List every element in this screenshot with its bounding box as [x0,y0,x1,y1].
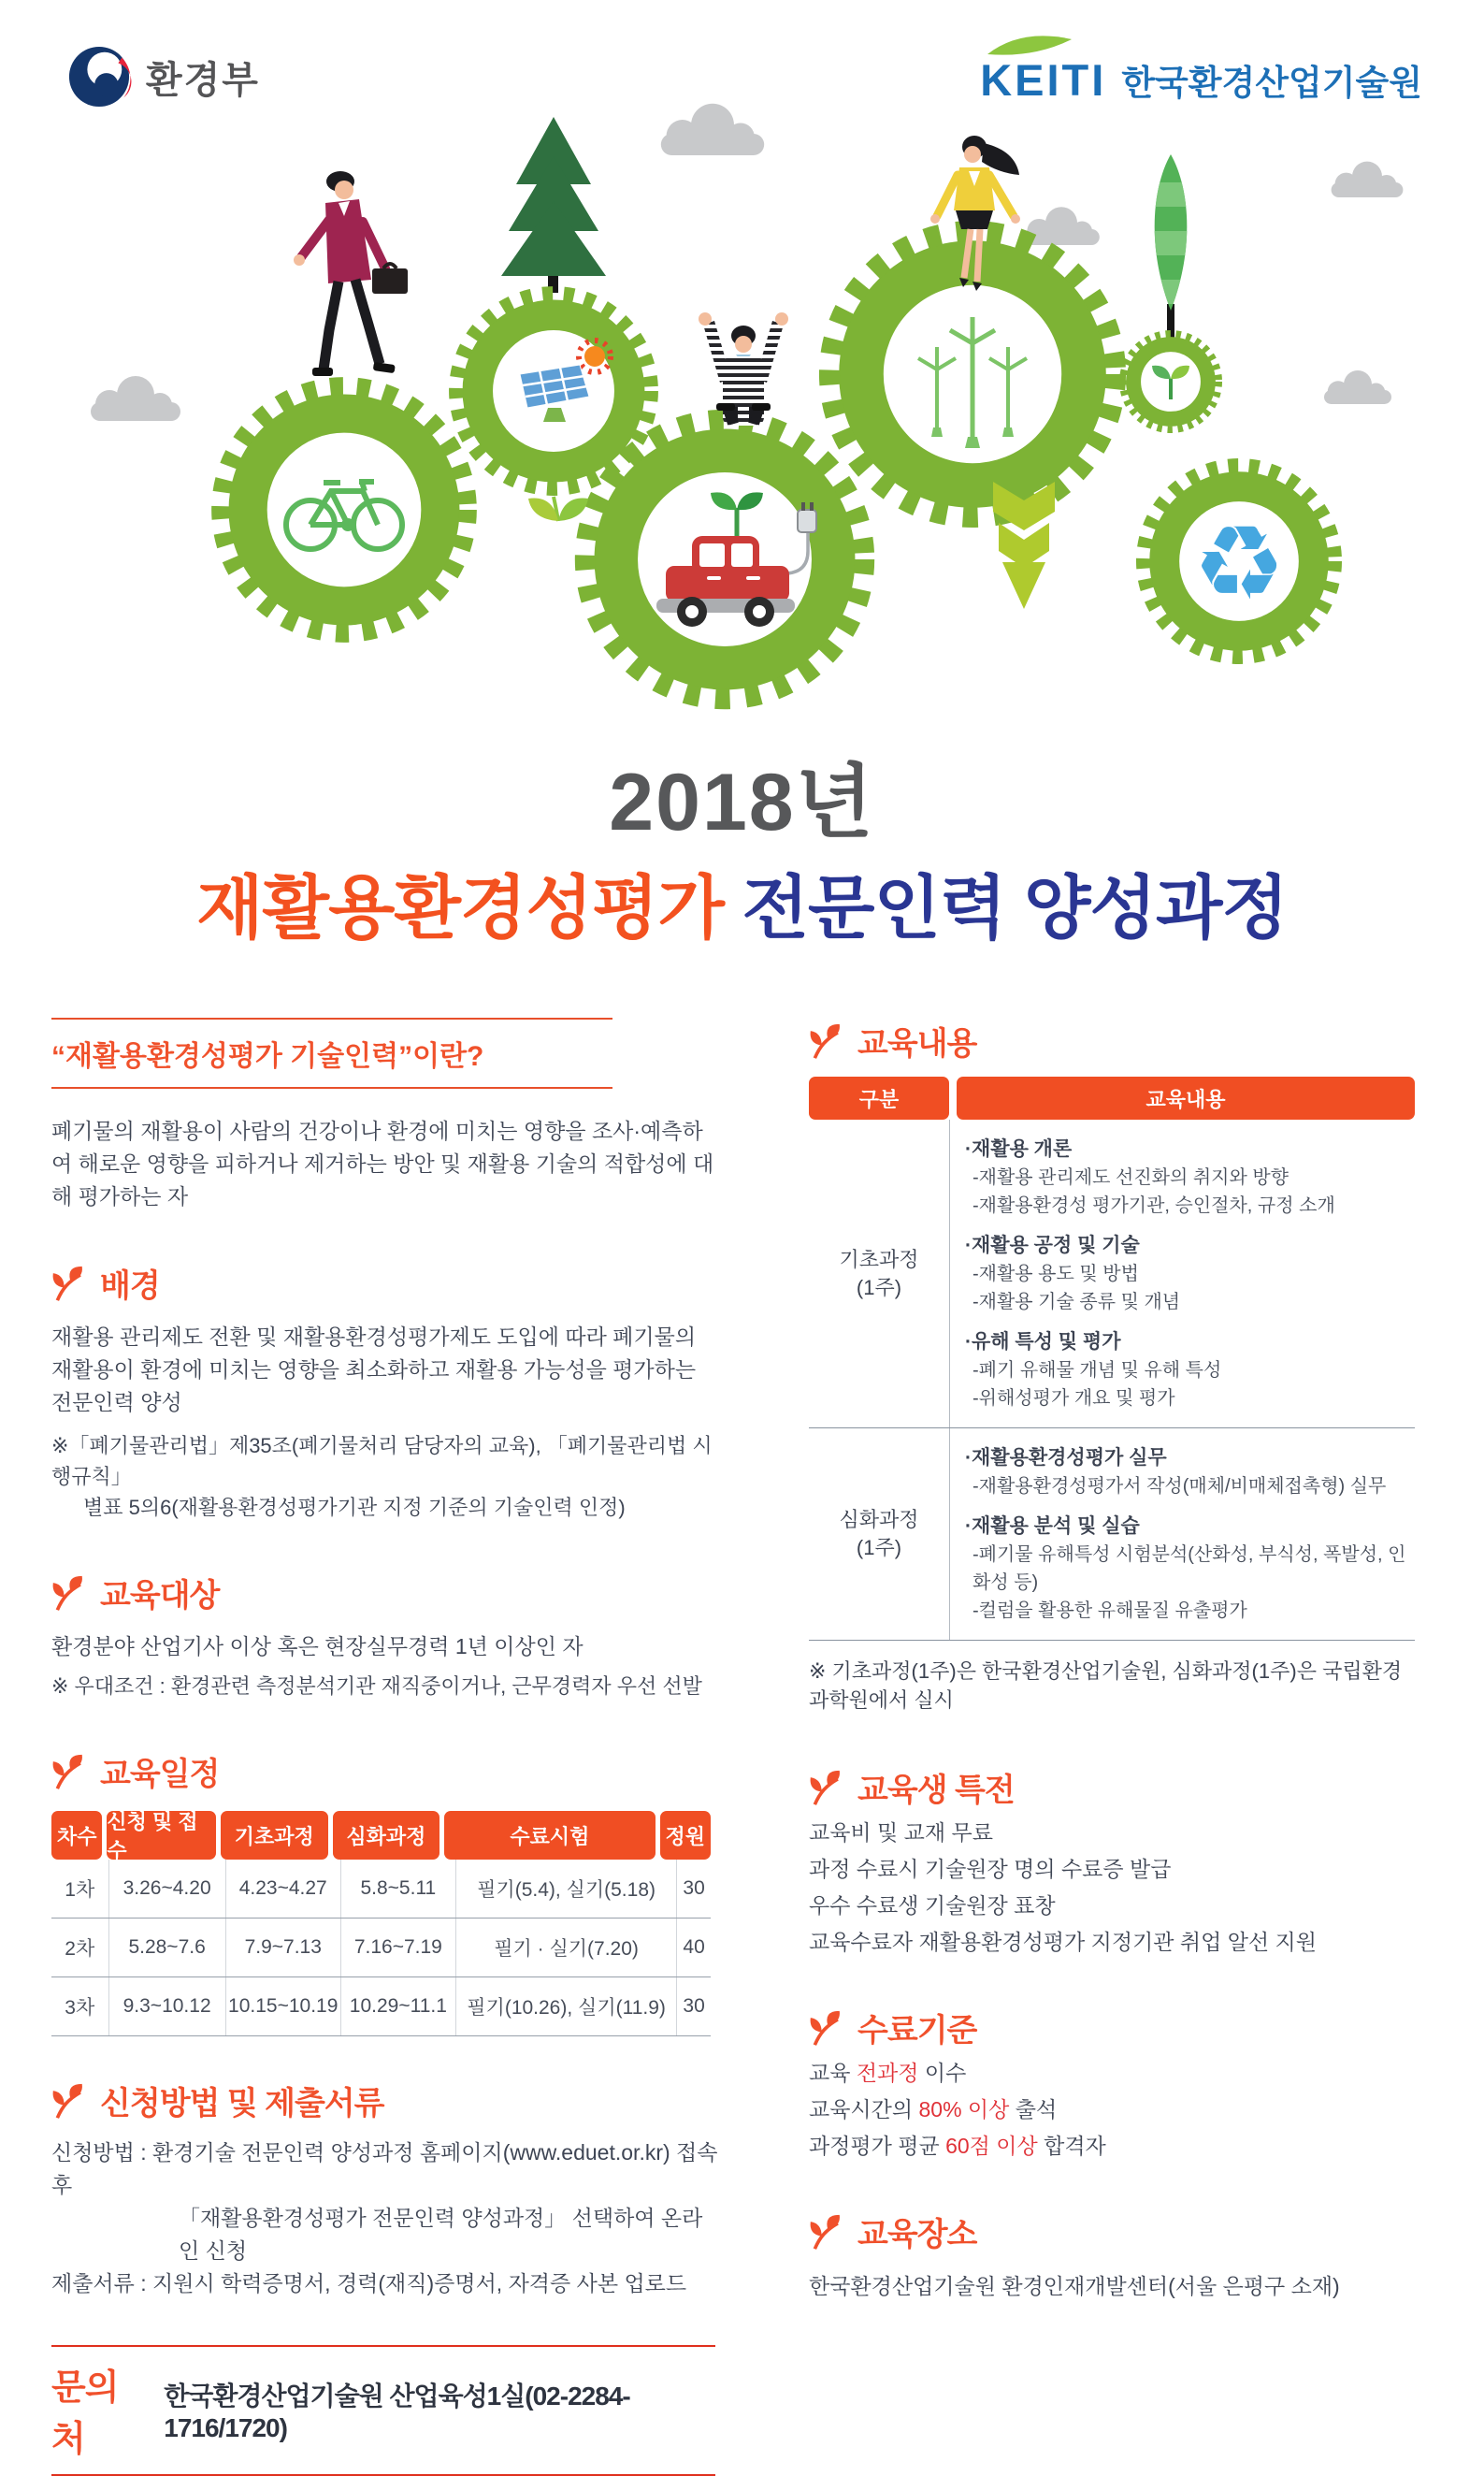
benefit-item: 교육수료자 재활용환경성평가 지정기관 취업 알선 지원 [809,1930,1317,1954]
completion-line: 교육시간의 80% 이상 출석 [809,2097,1058,2121]
curriculum-topic: ·재활용 개론 [965,1138,1073,1160]
schedule-header-cell: 정원 [660,1811,711,1860]
leaf-sprig-icon [809,1022,846,1060]
section-venue-title: 교육장소 [857,2217,977,2252]
schedule-cell: 4.23~4.27 [226,1860,341,1918]
schedule-header-cell: 기초과정 [221,1811,328,1860]
schedule-cell: 10.15~10.19 [226,1977,341,2035]
leaf-sprig-icon [809,2213,846,2251]
benefit-item: 과정 수료시 기술원장 명의 수료증 발급 [809,1857,1172,1881]
benefit-item: 교육비 및 교재 무료 [809,1820,993,1845]
schedule-row [51,1860,711,1919]
curriculum-subtopic: -위해성평가 개요 및 평가 [973,1388,1175,1409]
curriculum-topic: ·유해 특성 및 평가 [965,1331,1121,1353]
moe-name: 환경부 [146,59,260,101]
schedule-cell: 5.28~7.6 [109,1919,226,1976]
cloud-icon [1324,370,1391,404]
recycle-icon: ♻ [1192,506,1286,621]
cloud-icon [661,104,764,155]
schedule-cell: 9.3~10.12 [109,1977,226,2035]
apply-line3: 제출서류 : 지원시 학력증명서, 경력(재직)증명서, 자격증 사본 업로드 [51,2271,687,2295]
background-note-line1: ※「폐기물관리법」제35조(폐기물처리 담당자의 교육), 「폐기물관리법 시행규칙」 [51,1434,713,1488]
curriculum-subtopic: -컬럼을 활용한 유해물질 유출평가 [973,1600,1247,1621]
section-schedule [51,1748,720,2036]
keiti-leaf-icon [986,34,1075,58]
cloud-icon [1023,207,1100,245]
section-background [51,1260,720,1523]
intro-bottom-rule [51,1087,612,1089]
curriculum-topic: ·재활용 분석 및 실습 [965,1515,1140,1537]
schedule-row [51,1977,711,2036]
apply-line1: 신청방법 : 환경기술 전문인력 양성과정 홈페이지(www.eduet.or.kr) 접속 후 [51,2140,718,2197]
schedule-cell: 30 [683,1995,705,2017]
keiti-abbr: KEITI [980,58,1106,102]
curriculum-course-content [949,1428,1415,1640]
schedule-cell: 필기 · 실기(7.20) [456,1919,677,1976]
left-column [51,1018,720,2476]
curriculum-row-advanced [809,1427,1415,1641]
curriculum-topic: ·재활용환경성평가 실무 [965,1447,1167,1469]
schedule-cell: 7.9~7.13 [226,1919,341,1976]
cheering-person-figure [699,312,788,426]
pine-tree-icon [501,117,606,293]
curriculum-course-label: 기초과정 (1주) [839,1247,919,1299]
schedule-row [51,1919,711,1977]
schedule-cell: 10.29~11.1 [341,1977,456,2035]
section-schedule-title: 교육일정 [100,1757,220,1792]
curriculum-subtopic: -재활용환경성평가서 작성(매체/비매체접촉형) 실무 [973,1476,1387,1497]
leaf-sprig-icon [809,2009,846,2047]
section-completion [809,2005,1415,2160]
completion-line: 과정평가 평균 60점 이상 합격자 [809,2134,1106,2158]
section-benefits [809,1764,1415,1956]
schedule-header-cell: 심화과정 [333,1811,440,1860]
intro-paragraph: 폐기물의 재활용이 사람의 건강이나 환경에 미치는 영향을 조사·예측하여 해로운 영향을 피하거나 제거하는 방안 및 재활용 기술의 적합성에 대해 평가하는 자 [51,1119,714,1209]
curriculum-subtopic: -재활용 용도 및 방법 [973,1264,1139,1284]
cloud-icon [91,376,180,421]
schedule-table [51,1811,711,2036]
poster-main-title [0,853,1484,952]
section-curriculum-title: 교육내용 [857,1026,977,1062]
schedule-cell: 7.16~7.19 [341,1919,456,1976]
curriculum-subtopic: -재활용 기술 종류 및 개념 [973,1292,1181,1312]
curriculum-header-group: 구분 [809,1077,949,1120]
contact-value: 한국환경산업기술원 산업육성1실(02-2284-1716/1720) [164,2382,630,2442]
schedule-cell: 5.8~5.11 [341,1860,456,1918]
curriculum-note: ※ 기초과정(1주)은 한국환경산업기술원, 심화과정(1주)은 국립환경과학원에서 실시 [809,1659,1403,1712]
benefit-item: 우수 수료생 기술원장 표창 [809,1893,1056,1918]
curriculum-table [809,1077,1415,1641]
completion-highlight: 전과정 [856,2061,919,2085]
section-venue [809,2208,1415,2300]
completion-line: 교육 전과정 이수 [809,2061,967,2085]
completion-highlight: 80% 이상 [918,2097,1010,2121]
schedule-header-cell: 수료시험 [444,1811,655,1860]
eco-gears-illustration [0,89,1484,725]
section-target-title: 교육대상 [100,1578,220,1614]
schedule-header-cell: 차수 [51,1811,102,1860]
main-title-highlight: 재활용환경성평가 [196,869,724,947]
section-apply-title: 신청방법 및 제출서류 [100,2086,384,2121]
contact-label: 문의처 [51,2368,119,2459]
section-curriculum [809,1018,1415,1714]
intro-heading: “재활용환경성평가 기술인력”이란? [51,1041,484,1072]
schedule-cell: 3차 [51,1977,109,2035]
target-note: ※ 우대조건 : 환경관련 측정분석기관 재직중이거나, 근무경력자 우선 선발 [51,1674,702,1698]
schedule-cell: 40 [683,1936,705,1958]
venue-body: 한국환경산업기술원 환경인재개발센터(서울 은평구 소재) [809,2274,1340,2298]
leaf-sprig-icon [51,1265,89,1302]
schedule-cell: 필기(5.4), 실기(5.18) [456,1860,677,1918]
curriculum-subtopic: -폐기 유해물 개념 및 유해 특성 [973,1360,1222,1381]
leaf-sprig-icon [51,1753,89,1790]
curriculum-row-basic [809,1120,1415,1427]
curriculum-subtopic: -폐기물 유해특성 시험분석(산화성, 부식성, 폭발성, 인화성 등) [973,1544,1406,1593]
schedule-cell: 1차 [51,1860,109,1918]
gear-icon [221,386,468,634]
main-title-rest: 전문인력 양성과정 [723,869,1288,947]
cloud-icon [1332,162,1404,197]
apply-line2: 「재활용환경성평가 전문인력 양성과정」 선택하여 온라인 신청 [179,2206,703,2263]
contact-block [51,2345,715,2476]
leaf-icon [528,497,588,521]
curriculum-header-content: 교육내용 [957,1077,1415,1120]
curriculum-subtopic: -재활용환경성 평가기관, 승인절차, 규정 소개 [973,1195,1335,1216]
right-column [809,1018,1415,2300]
section-benefits-title: 교육생 특전 [857,1773,1015,1808]
section-apply [51,2078,720,2300]
schedule-header-row [51,1811,711,1860]
schedule-cell: 2차 [51,1919,109,1976]
curriculum-topic: ·재활용 공정 및 기술 [965,1235,1140,1256]
section-completion-title: 수료기준 [857,2013,977,2049]
schedule-header-cell: 신청 및 접수 [107,1811,216,1860]
down-arrow-icon [993,482,1055,609]
schedule-cell: 30 [683,1877,705,1899]
leaf-sprig-icon [51,2082,89,2120]
background-body: 재활용 관리제도 전환 및 재활용환경성평가제도 도입에 따라 폐기물의 재활용이 환경에 미치는 영향을 최소화하고 재활용 가능성을 평가하는 전문인력 양성 [51,1325,697,1414]
poster-year-title: 2018년 [609,758,875,847]
curriculum-header-row [809,1077,1415,1120]
background-note-line2: 별표 5의6(재활용환경성평가기관 지정 기준의 기술인력 인정) [83,1496,626,1519]
intro-top-rule [51,1018,612,1020]
target-body: 환경분야 산업기사 이상 혹은 현장실무경력 1년 이상인 자 [51,1634,584,1658]
curriculum-course-content [949,1120,1415,1427]
walking-man-figure [294,171,408,376]
completion-highlight: 60점 이상 [945,2134,1038,2158]
leaf-sprig-icon [51,1574,89,1612]
cypress-tree-icon [1141,154,1201,351]
curriculum-subtopic: -재활용 관리제도 선진화의 취지와 방향 [973,1167,1289,1188]
section-background-title: 배경 [100,1268,160,1304]
schedule-cell: 3.26~4.20 [109,1860,226,1918]
section-target [51,1570,720,1701]
keiti-name: 한국환경산업기술원 [1121,64,1422,103]
curriculum-course-label: 심화과정 (1주) [839,1508,919,1559]
leaf-sprig-icon [809,1769,846,1806]
schedule-cell: 필기(10.26), 실기(11.9) [456,1977,677,2035]
